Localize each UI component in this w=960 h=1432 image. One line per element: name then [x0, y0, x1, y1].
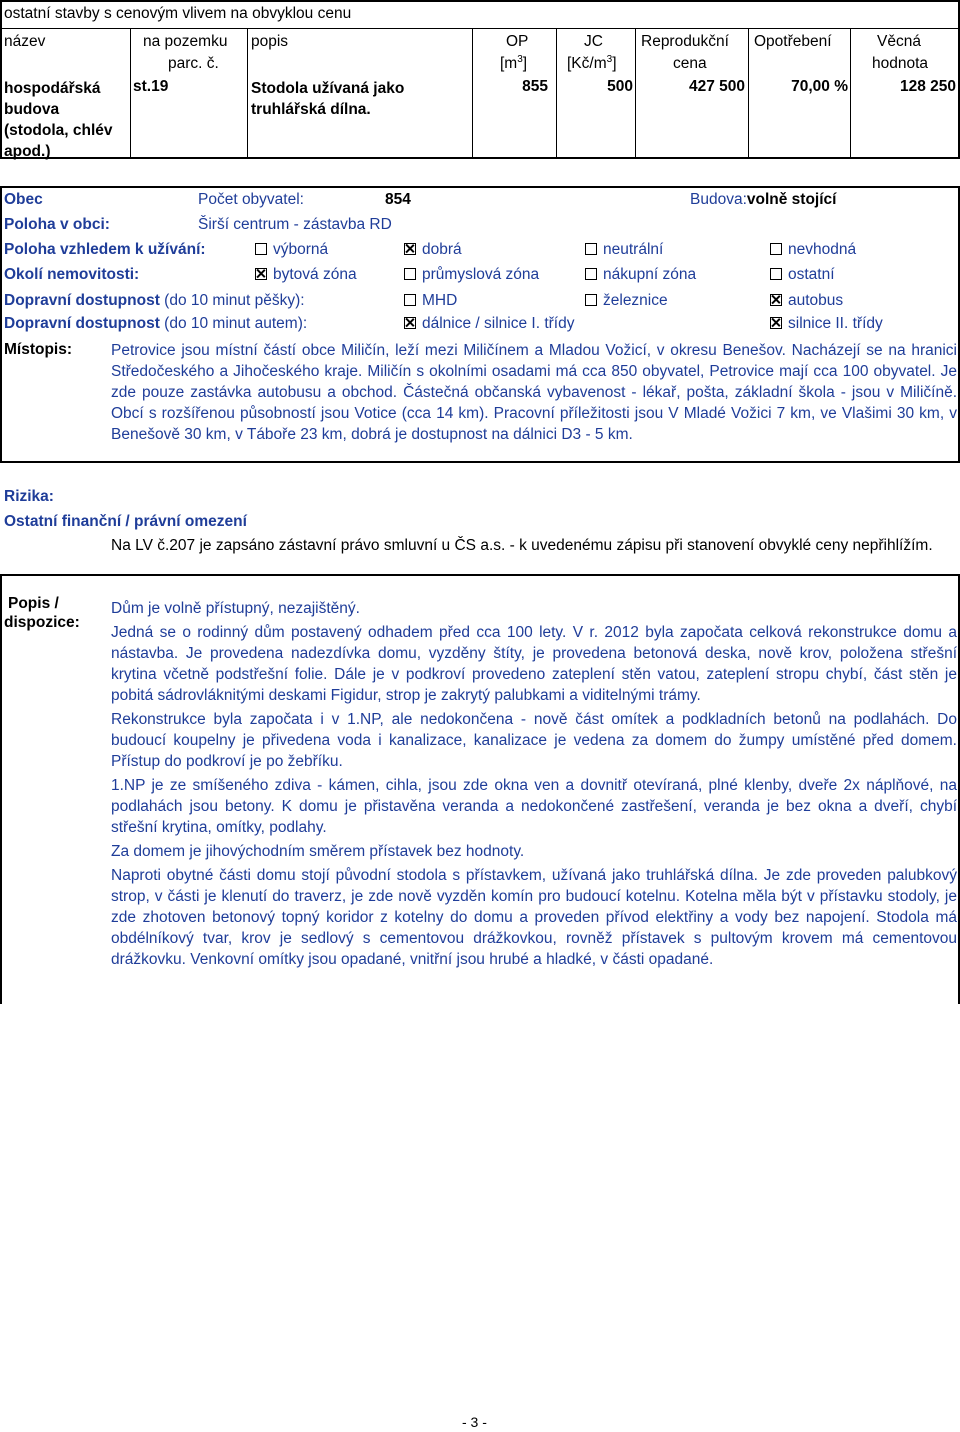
dostupnost-autem-label: Dopravní dostupnost (do 10 minut autem):: [4, 315, 308, 332]
obec-label: Obec: [4, 191, 43, 208]
mistopis-label: Místopis:: [4, 341, 73, 358]
row-opotrebeni: 70,00 %: [791, 78, 848, 95]
mistopis-text: Petrovice jsou místní částí obce Miličín, leží mezi Miličínem a Mladou Vožicí, v okresu Benešov. Nacházejí se na hranici Středočeského a Jihočeského kraje. Miličín s okolními osadami má cca 850 obyvatel, Petrovice mají cca 100 obyvatel. Je zde pouze zastávka autobusu a obchod. Částečná občanská vybavenost - lékař, pošta, základní škola - jsou v Miličíně. Obcí s rozšířenou působností jsou Votice (cca 14 km). Pracovní příležitosti jsou V Mladé Vožici 7 km, ve Vlašimi 30 km, v Benešově 30 km, v Táboře 23 km, dobrá je dostupnost na dálnici D3 - 5 km.: [111, 342, 957, 443]
dostupnost-pesky-label: Dopravní dostupnost (do 10 minut pěšky):: [4, 292, 305, 309]
popis-paragraph: Naproti obytné části domu stojí původní stodola s přístavkem, užívaná jako truhlářská dílna. Je zde proveden palubkový strop, v části je klenutí do traverz, je zde nově vyzděn komín pro budoucí kotelnu. Kotelna měla být v přístavku stodoly, je zde zhotoven betonový topný koridor z kotelny do domu a proveden přívod elektřiny a vody bez napojení. Stodola má obdélníkový tvar, krov je sedlový s cementovou drážkovkou, rovněž přístavek s pultovým krovem má cementovou drážkovku. Venkovní omítky jsou opadané, vnitřní jsou hrubé a hladké, v části opadané.: [111, 867, 957, 968]
omezeni-text: Na LV č.207 je zapsáno zástavní právo smluvní u ČS a.s. - k uvedenému zápisu při stanovení obvyklé ceny nepřihlížím.: [111, 537, 933, 554]
popis-label: Popis /: [8, 595, 59, 612]
checkbox-icon[interactable]: [404, 294, 416, 306]
pocet-obyvatel-value: 854: [385, 191, 411, 208]
popis-paragraph: 1.NP je ze smíšeného zdiva - kámen, cihla, jsou zde okna ven a dovnitř otevíraná, plné klenby, dveře 2x náplňové, na podlahách jsou betony. K domu je přistavěna veranda a nedokončené zastřešení, veranda je bez okna a dveří, chybí střešní krytina, omítky, podlahy.: [111, 777, 957, 836]
row-popis: Stodola užívaná jako truhlářská dílna.: [251, 80, 405, 118]
option-mhd[interactable]: MHD: [404, 292, 457, 310]
checkbox-checked-icon[interactable]: [404, 243, 416, 255]
header-hodnota: hodnota: [872, 55, 929, 72]
checkbox-icon[interactable]: [255, 243, 267, 255]
option-nakupni-zona[interactable]: nákupní zóna: [585, 266, 696, 284]
dispozice-label: dispozice:: [4, 614, 80, 631]
option-autobus[interactable]: autobus: [770, 292, 843, 310]
rizika-label: Rizika:: [4, 488, 54, 505]
header-cena: cena: [673, 55, 707, 72]
header-parc-c: parc. č.: [168, 55, 219, 72]
checkbox-icon[interactable]: [770, 243, 782, 255]
pocet-obyvatel-label: Počet obyvatel:: [198, 191, 304, 208]
row-jc: 500: [607, 78, 633, 95]
poloha-obci-value: Širší centrum - zástavba RD: [198, 216, 392, 233]
header-jc: JC: [584, 33, 603, 50]
header-jc-unit: $[Kč/m^3]$: [567, 53, 617, 72]
checkbox-checked-icon[interactable]: [404, 317, 416, 329]
checkbox-icon[interactable]: [585, 294, 597, 306]
checkbox-checked-icon[interactable]: [770, 317, 782, 329]
option-nevhodna[interactable]: nevhodná: [770, 241, 856, 259]
popis-paragraph: Rekonstrukce byla započata i v 1.NP, ale nedokončena - nově část omítek a podkladních betonů na podlahách. Do budoucí koupelny je přivedena voda i kanalizace, kanalizace je vedena za domem do žumpy umístěné před domem. Přístup do podkroví je po žebříku.: [111, 711, 957, 770]
option-neutralni[interactable]: neutrální: [585, 241, 663, 259]
omezeni-label: Ostatní finanční / právní omezení: [4, 513, 247, 530]
option-zeleznice[interactable]: železnice: [585, 292, 668, 310]
checkbox-icon[interactable]: [585, 268, 597, 280]
header-popis: popis: [251, 33, 289, 50]
checkbox-icon[interactable]: [585, 243, 597, 255]
checkbox-checked-icon[interactable]: [255, 268, 267, 280]
okoli-label: Okolí nemovitosti:: [4, 266, 140, 283]
header-nazev: název: [4, 33, 46, 50]
header-op: OP: [506, 33, 529, 50]
page-number: - 3 -: [462, 1414, 487, 1430]
option-ostatni[interactable]: ostatní: [770, 266, 835, 284]
table-title: ostatní stavby s cenovým vlivem na obvyklou cenu: [4, 5, 352, 22]
budova-typ: Budova:volně stojící: [690, 191, 837, 208]
row-repro: 427 500: [688, 78, 745, 95]
option-prumyslova-zona[interactable]: průmyslová zóna: [404, 266, 539, 284]
header-reprodukcni: Reprodukční: [641, 33, 729, 50]
row-op: 855: [522, 78, 548, 95]
option-vyborna[interactable]: výborná: [255, 241, 328, 259]
option-silnice-ii[interactable]: silnice II. třídy: [770, 315, 883, 333]
checkbox-icon[interactable]: [770, 268, 782, 280]
checkbox-icon[interactable]: [404, 268, 416, 280]
popis-paragraph: Dům je volně přístupný, nezajištěný.: [111, 600, 360, 617]
header-vecna: Věcná: [877, 33, 921, 50]
popis-paragraph: Za domem je jihovýchodním směrem přístavek bez hodnoty.: [111, 843, 525, 860]
option-dalnice[interactable]: dálnice / silnice I. třídy: [404, 315, 574, 333]
row-pozemek: st.19: [133, 78, 169, 95]
poloha-obci-label: Poloha v obci:: [4, 216, 110, 233]
poloha-uzivani-label: Poloha vzhledem k užívání:: [4, 241, 206, 258]
checkbox-checked-icon[interactable]: [770, 294, 782, 306]
row-nazev: hospodářská budova (stodola, chlév apod.): [4, 80, 113, 160]
option-dobra[interactable]: dobrá: [404, 241, 462, 259]
popis-text: [111, 598, 957, 973]
header-op-unit: $[m^3]$: [500, 53, 528, 72]
row-vecna: 128 250: [899, 78, 956, 95]
option-bytova-zona[interactable]: bytová zóna: [255, 266, 357, 284]
popis-paragraph: Jedná se o rodinný dům postavený odhadem před cca 100 lety. V r. 2012 byla započata celková rekonstrukce domu a nástavba. Je provedena nadezdívka domu, vyzděny štíty, je provedena betonová deska, nově krov, položena střešní krytina včetně podstřešní folie. Dále je v podkroví provedeno zateplení stěn vatou, zateplení stropu chybí, část stěn je pobitá sádrovláknitými deskami Figidur, strop je zakrytý palubkami a viditelnými trámy.: [111, 624, 957, 704]
header-opotrebeni: Opotřebení: [754, 33, 832, 50]
header-pozemek: na pozemku: [143, 33, 228, 50]
